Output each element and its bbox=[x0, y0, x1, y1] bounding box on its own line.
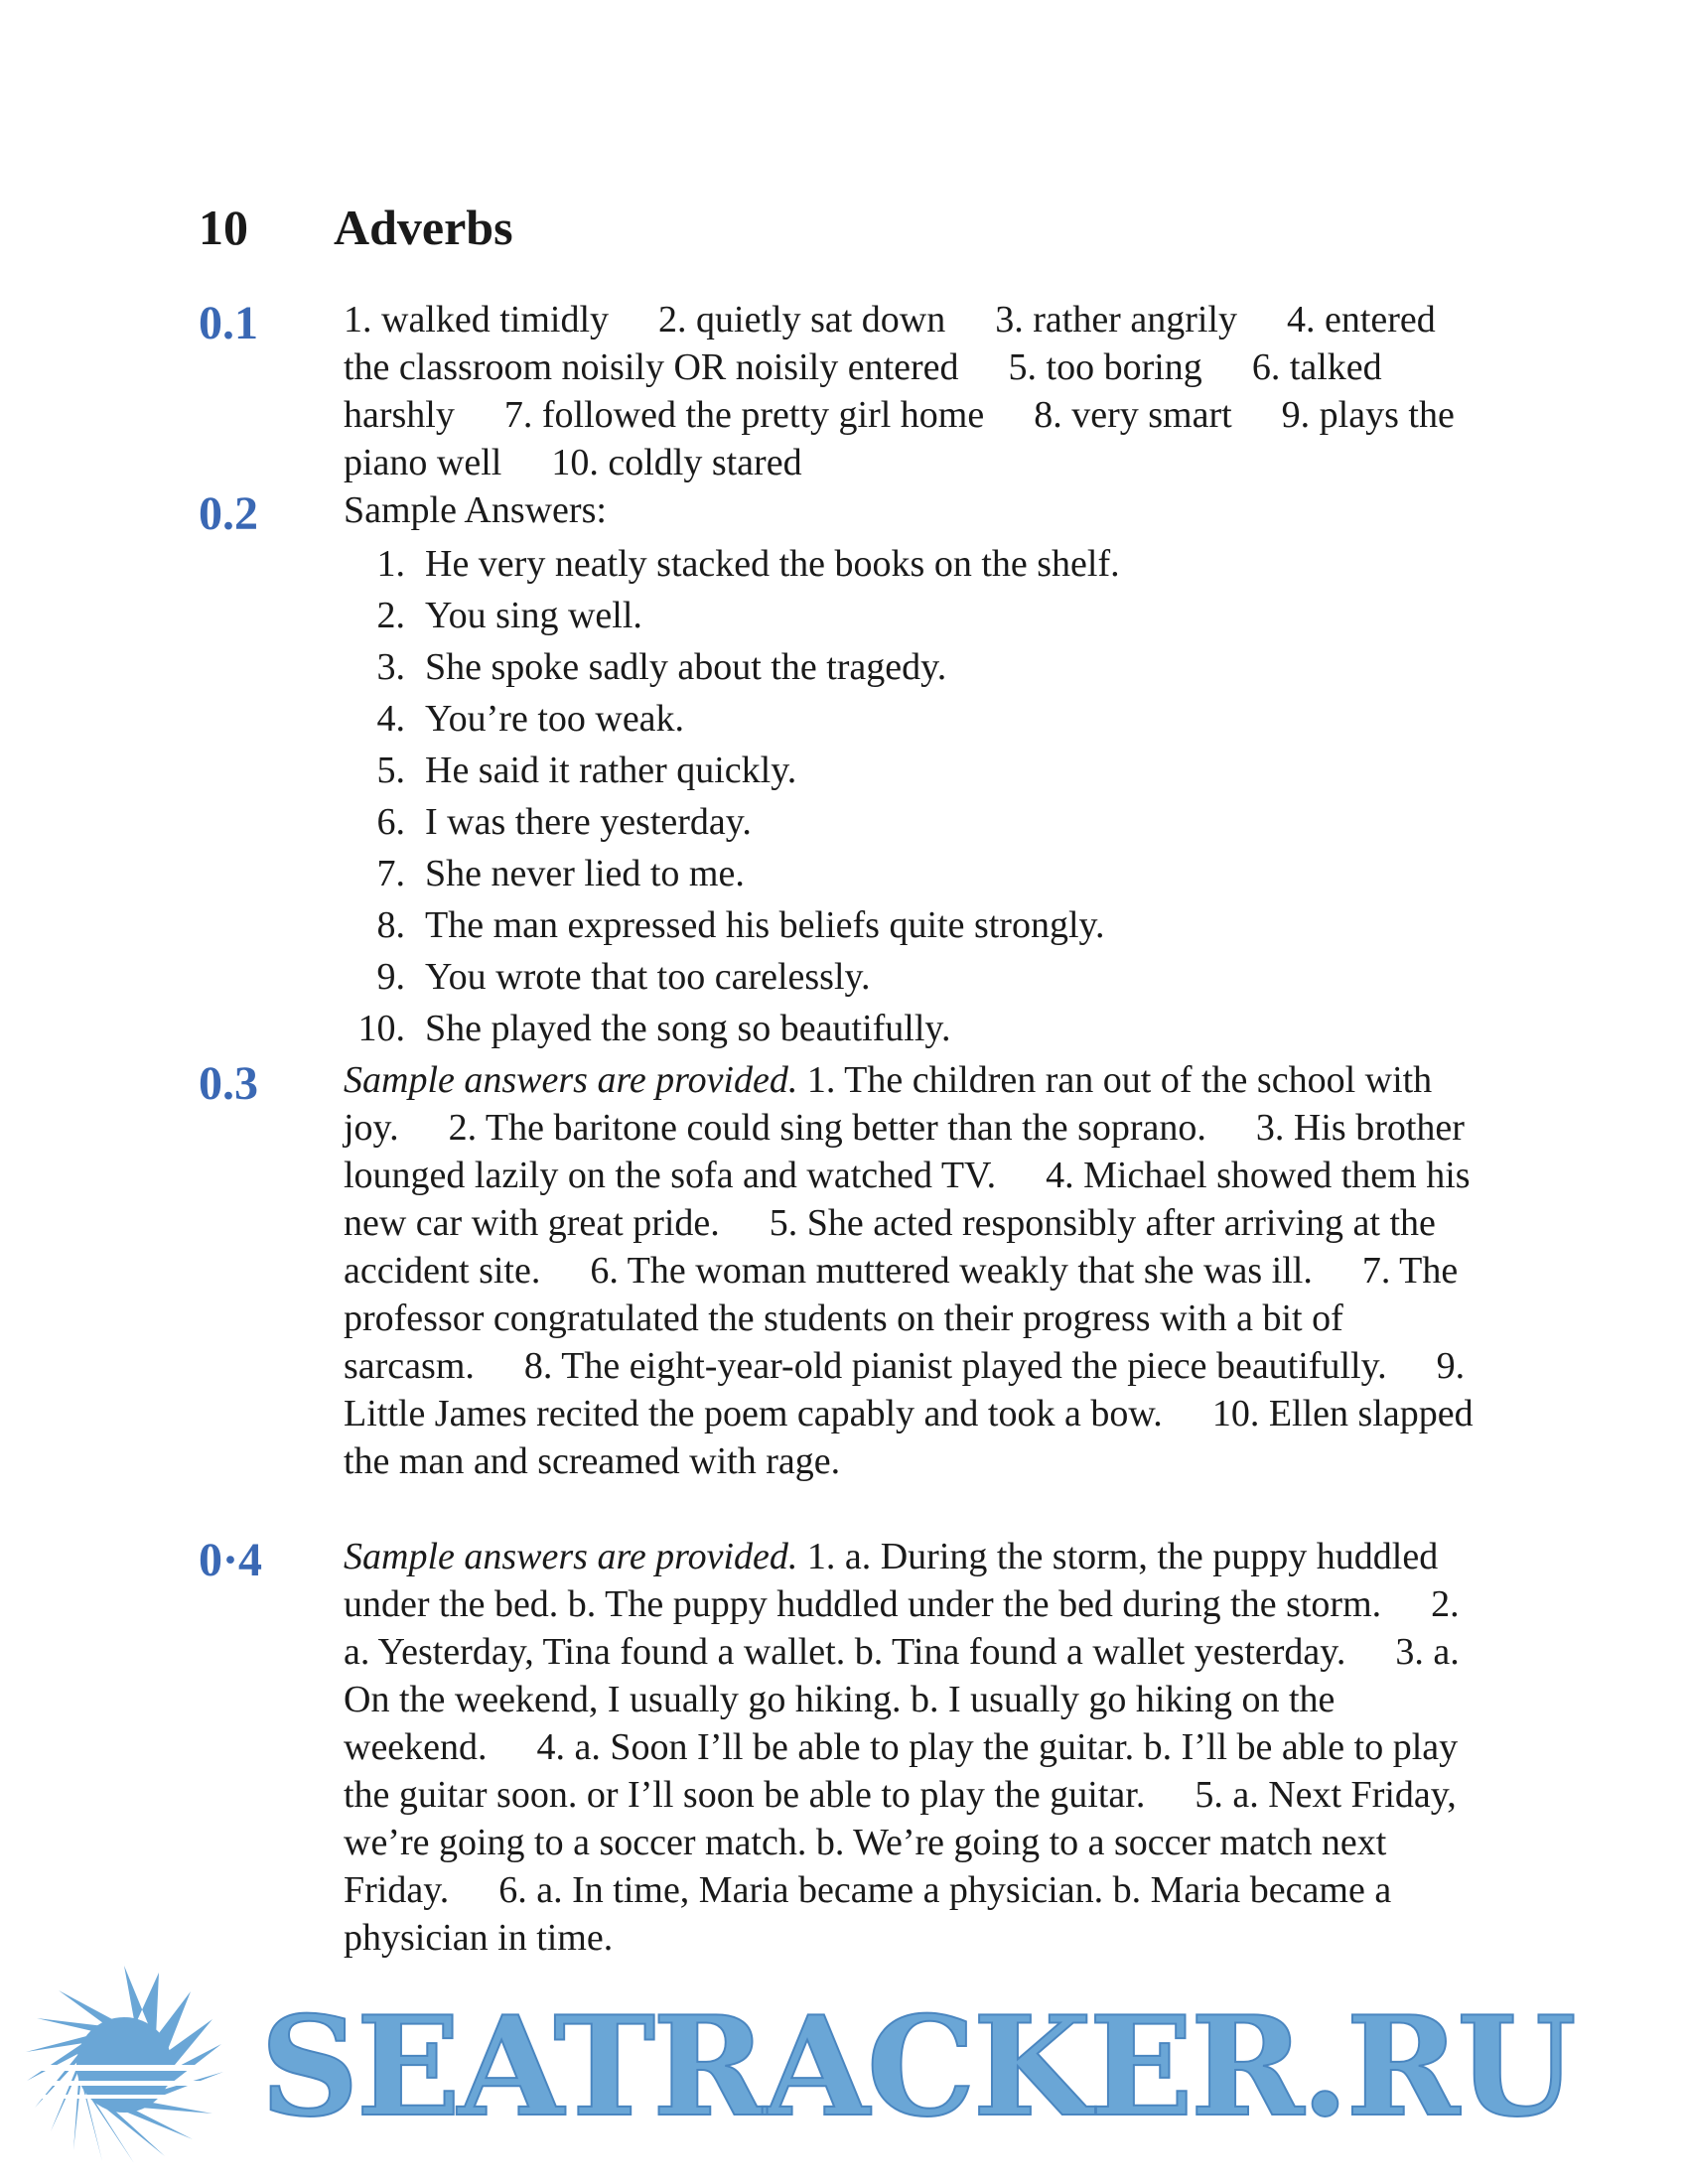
section-number: 0.1 bbox=[199, 297, 258, 349]
answer-item: 8. The eight-year-old pianist played the piece beautifully. bbox=[523, 1345, 1387, 1387]
list-item: 5. He said it rather quickly. bbox=[376, 750, 797, 791]
chapter-heading bbox=[199, 199, 513, 256]
answer-item: 6. a. In time, Maria became a physician. b. Maria became a physician in time. bbox=[344, 1869, 1392, 1959]
list-item: 1. He very neatly stacked the books on the shelf. bbox=[376, 543, 1120, 585]
list-item: 2. You sing well. bbox=[376, 595, 642, 636]
section-intro: Sample answers are provided. bbox=[344, 1059, 798, 1101]
watermark-text: SEATRACKER.RU bbox=[260, 1985, 1574, 2147]
answer-item: 4. entered the classroom noisily OR noisily entered bbox=[344, 299, 1436, 388]
list-item: 3. She spoke sadly about the tragedy. bbox=[376, 646, 947, 688]
answer-item: 2. a. Yesterday, Tina found a wallet. b. Tina found a wallet yesterday. bbox=[344, 1583, 1460, 1673]
section-number: 0·4 bbox=[199, 1534, 263, 1586]
answer-item: 3. rather angrily bbox=[995, 299, 1237, 341]
answer-item: 3. His brother lounged lazily on the sofa and watched TV. bbox=[344, 1107, 1465, 1196]
list-item: 8. The man expressed his beliefs quite strongly. bbox=[376, 904, 1105, 946]
answer-item: 9. Little James recited the poem capably and took a bow. bbox=[344, 1345, 1466, 1434]
list-item: 4. You’re too weak. bbox=[376, 698, 685, 740]
answer-item: 5. too boring bbox=[1008, 346, 1202, 388]
list-item: 7. She never lied to me. bbox=[376, 853, 745, 894]
answer-item: 10. coldly stared bbox=[551, 442, 802, 483]
answer-item: 8. very smart bbox=[1034, 394, 1232, 436]
chapter-number: 10 bbox=[199, 200, 248, 255]
answer-item: 5. a. Next Friday, we’re going to a soccer match. b. We’re going to a soccer match next Friday. bbox=[344, 1774, 1457, 1911]
answer-item: 3. a. On the weekend, I usually go hiking. b. I usually go hiking on the weekend. bbox=[344, 1631, 1460, 1768]
section-body bbox=[344, 486, 1476, 1054]
answer-item: 10. Ellen slapped the man and screamed with rage. bbox=[344, 1393, 1474, 1482]
answer-item: 1. a. During the storm, the puppy huddled under the bed. b. The puppy huddled under the bed during the storm. bbox=[344, 1536, 1439, 1625]
section-body bbox=[344, 1533, 1476, 1962]
answer-item: 1. walked timidly bbox=[344, 299, 610, 341]
answer-item: 7. The professor congratulated the students on their progress with a bit of sarcasm. bbox=[344, 1250, 1459, 1387]
sample-answer-list bbox=[344, 538, 1476, 1054]
answer-item: 5. She acted responsibly after arriving at the accident site. bbox=[344, 1202, 1436, 1292]
section-body bbox=[344, 1056, 1476, 1485]
answer-item: 2. quietly sat down bbox=[658, 299, 946, 341]
list-item: 6. I was there yesterday. bbox=[376, 801, 752, 843]
answer-item: 4. Michael showed them his new car with great pride. bbox=[344, 1155, 1471, 1244]
answer-item: 4. a. Soon I’ll be able to play the guitar. b. I’ll be able to play the guitar soon. or I’ll soon be able to play the guitar. bbox=[344, 1726, 1459, 1816]
answer-item: 6. The woman muttered weakly that she was ill. bbox=[590, 1250, 1313, 1292]
answer-item: 1. The children ran out of the school with joy. bbox=[344, 1059, 1433, 1149]
answer-item: 7. followed the pretty girl home bbox=[503, 394, 985, 436]
list-item: 9. You wrote that too carelessly. bbox=[376, 956, 871, 998]
section-number: 0.3 bbox=[199, 1057, 258, 1110]
answer-item: 9. plays the piano well bbox=[344, 394, 1455, 483]
list-item: 10. She played the song so beautifully. bbox=[357, 1008, 951, 1049]
answer-item: 6. talked harshly bbox=[344, 346, 1382, 436]
section-intro: Sample Answers: bbox=[344, 489, 607, 531]
section-body bbox=[344, 296, 1476, 486]
section-intro: Sample answers are provided. bbox=[344, 1536, 798, 1577]
section-number: 0.2 bbox=[199, 487, 258, 540]
chapter-title: Adverbs bbox=[334, 200, 513, 255]
answer-item: 2. The baritone could sing better than the soprano. bbox=[448, 1107, 1206, 1149]
